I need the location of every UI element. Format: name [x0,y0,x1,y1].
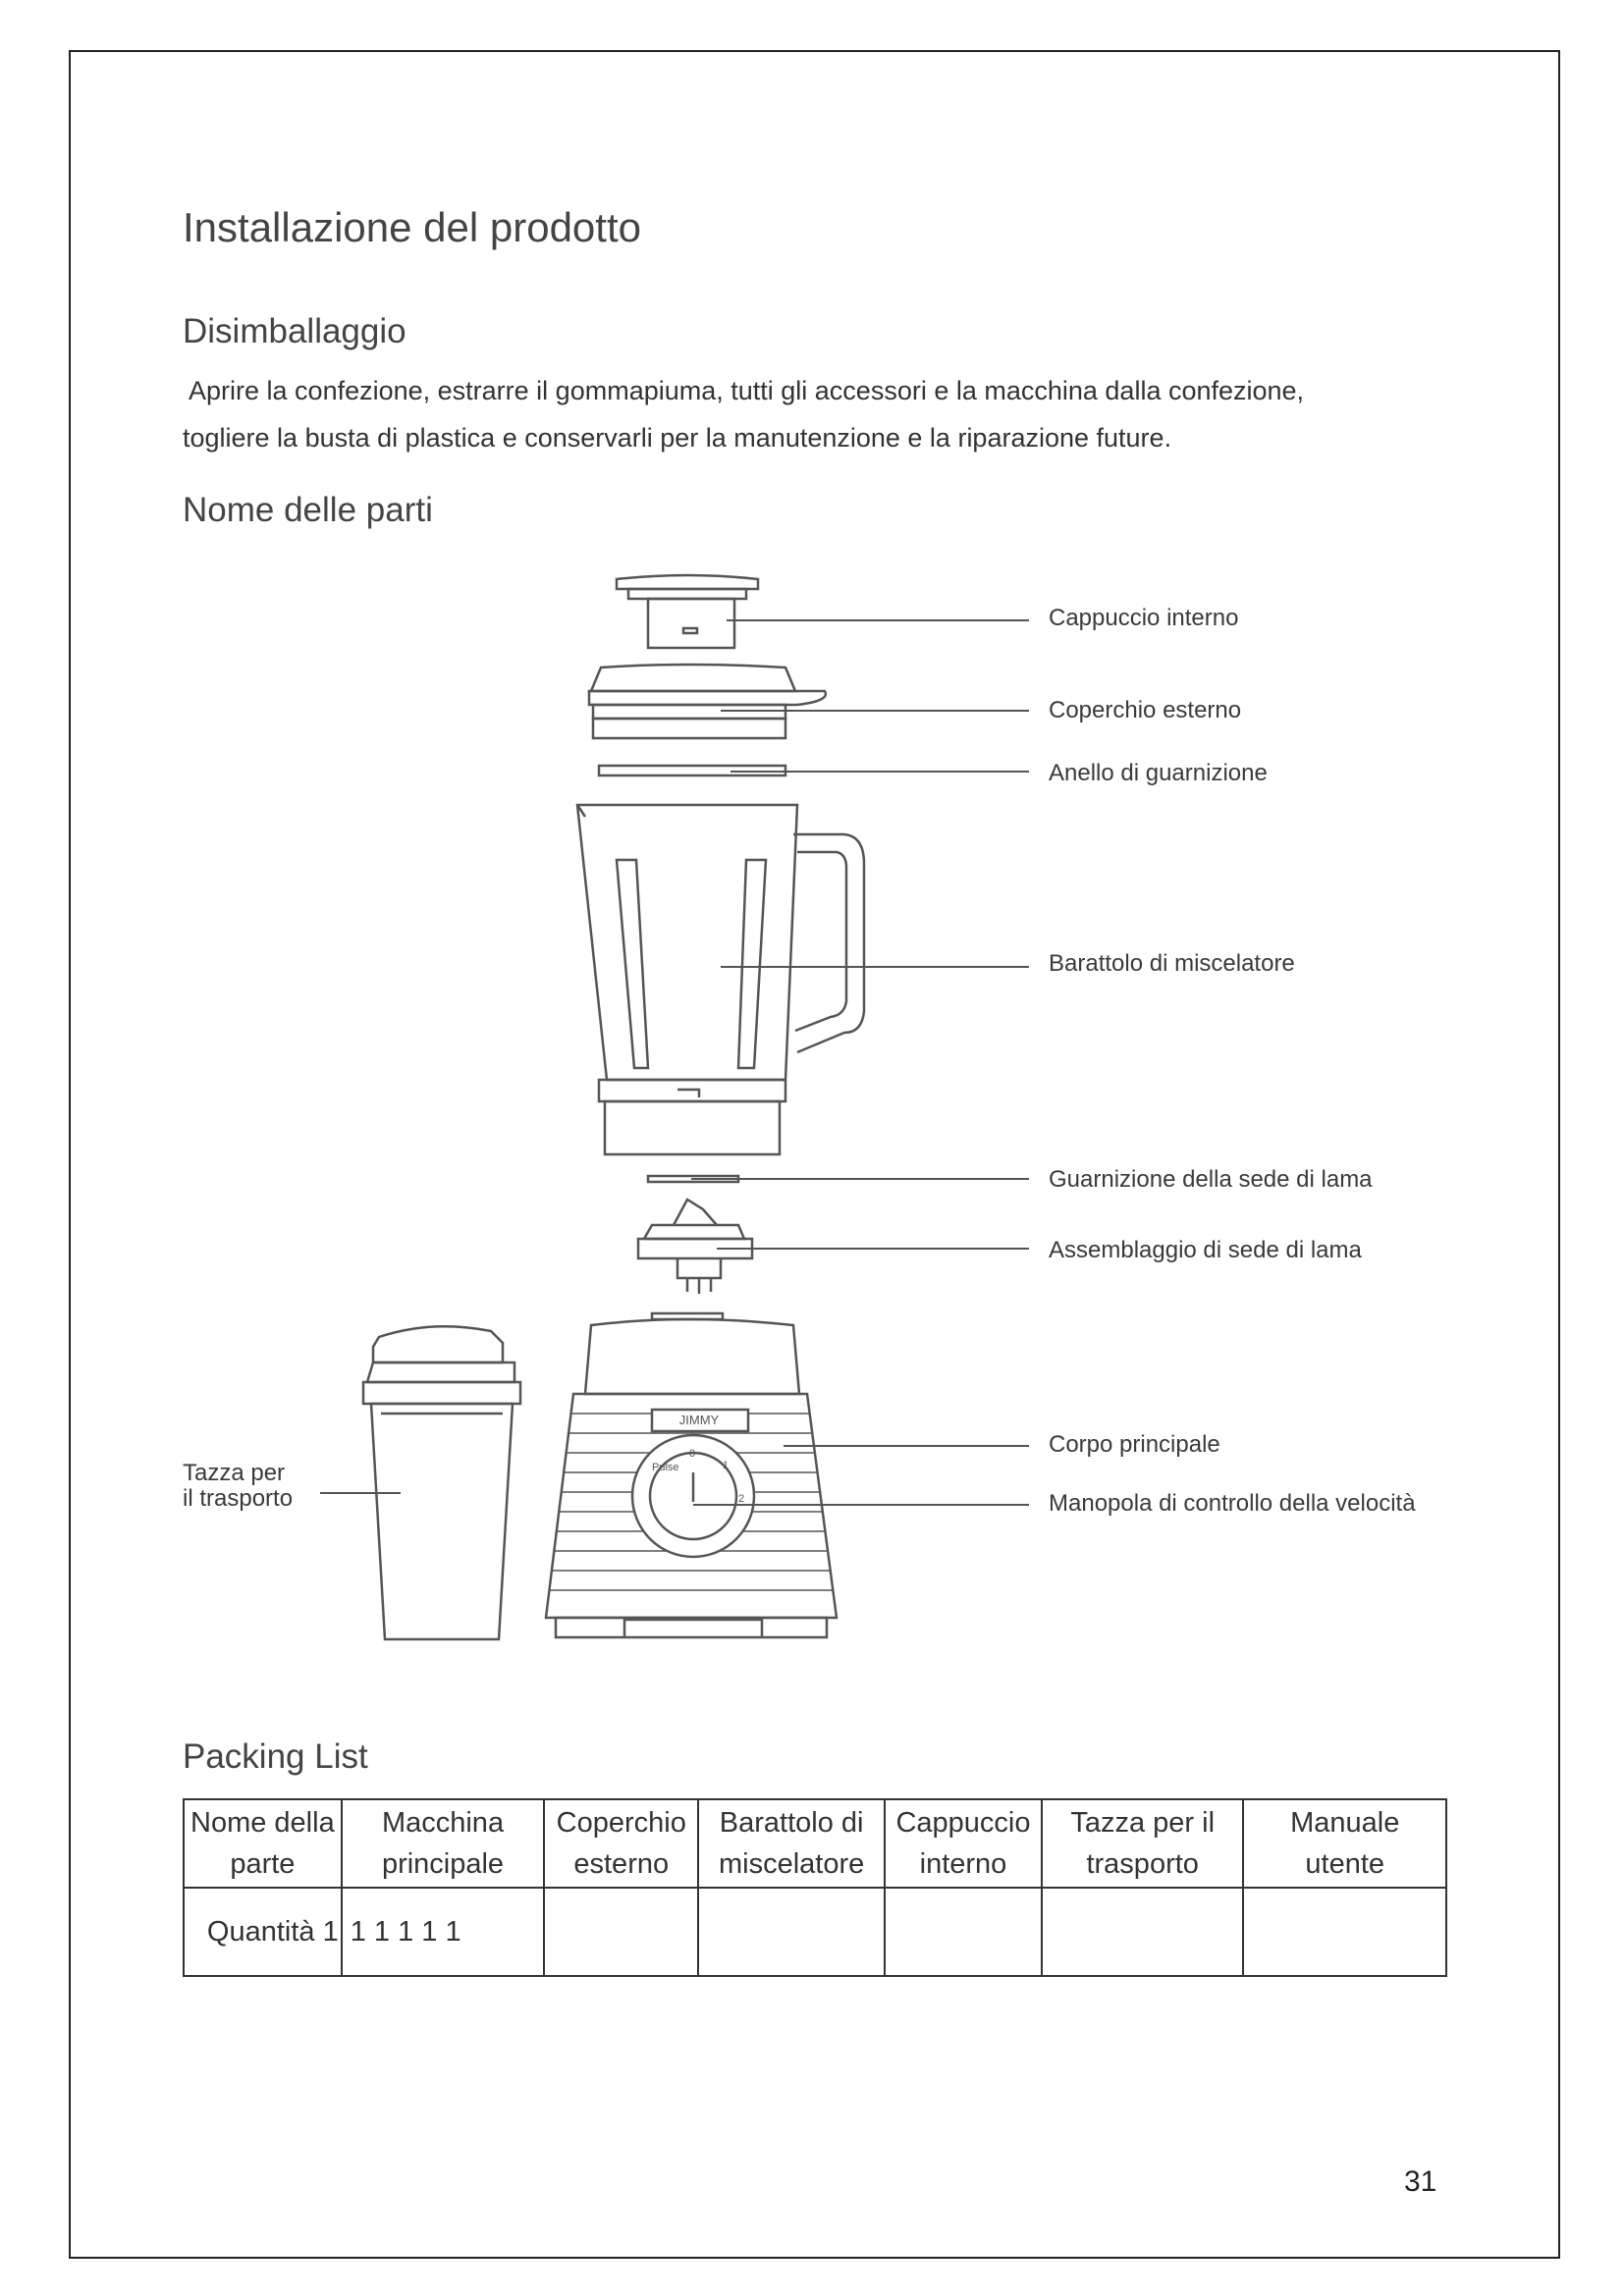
main-body-drawing [546,1313,837,1637]
table-cell [698,1888,885,1976]
label-outer-lid: Coperchio esterno [1049,697,1242,723]
jar-drawing [577,805,864,1154]
label-blade-seal: Guarnizione della sede di lama [1049,1166,1373,1193]
label-travel-cup [183,1461,293,1512]
inner-cap-drawing [617,575,758,648]
label-blade-assembly: Assemblaggio di sede di lama [1049,1237,1362,1263]
table-quantity-row [184,1888,1446,1976]
label-inner-cap: Cappuccio interno [1049,605,1239,631]
packing-list-table [183,1798,1447,1977]
header-cell: Tazza per il trasporto [1042,1799,1244,1888]
knob-mark-0: 0 [689,1448,696,1460]
label-jar: Barattolo di miscelatore [1049,950,1295,977]
section-title-parts: Nome delle parti [183,491,433,529]
label-travel-cup-line-1: Tazza per [183,1460,286,1486]
table-cell [544,1888,698,1976]
table-cell [1042,1888,1244,1976]
quantity-values-cell: 1 1 1 1 1 [342,1888,545,1976]
outer-lid-drawing [589,665,826,738]
knob-mark-1: 1 [723,1460,730,1471]
page-title: Installazione del prodotto [183,204,641,250]
header-cell: Macchina principale [342,1799,545,1888]
label-travel-cup-line-2: il trasporto [183,1485,294,1512]
section-title-packing-list: Packing List [183,1737,368,1776]
quantity-label-cell: Quantità 1 [184,1888,342,1976]
label-main-body: Corpo principale [1049,1431,1220,1458]
table-header-row [184,1799,1446,1888]
leader-lines [320,620,1029,1505]
section-title-unpacking: Disimballaggio [183,312,406,350]
knob-mark-pulse: Pulse [652,1462,679,1473]
brand-logo-text: JIMMY [678,1413,720,1427]
table-cell [885,1888,1042,1976]
page-number: 31 [1404,2165,1437,2198]
knob-mark-2: 2 [738,1493,745,1505]
label-seal-ring: Anello di guarnizione [1049,760,1268,786]
unpacking-line-1: Aprire la confezione, estrarre il gommapiuma, tutti gli accessori e la macchina dalla confezione, [183,376,1305,405]
unpacking-line-2: togliere la busta di plastica e conservarli per la manutenzione e la riparazione future. [183,423,1172,453]
header-cell: Barattolo di miscelatore [698,1799,885,1888]
table-cell [1243,1888,1446,1976]
header-cell: Cappuccio interno [885,1799,1042,1888]
travel-cup-drawing [363,1326,520,1639]
blade-assembly-drawing [638,1200,752,1294]
header-cell: Coperchio esterno [544,1799,698,1888]
label-speed-knob: Manopola di controllo della velocità [1049,1490,1416,1517]
header-cell: Manuale utente [1243,1799,1446,1888]
header-cell: Nome della parte [184,1799,342,1888]
